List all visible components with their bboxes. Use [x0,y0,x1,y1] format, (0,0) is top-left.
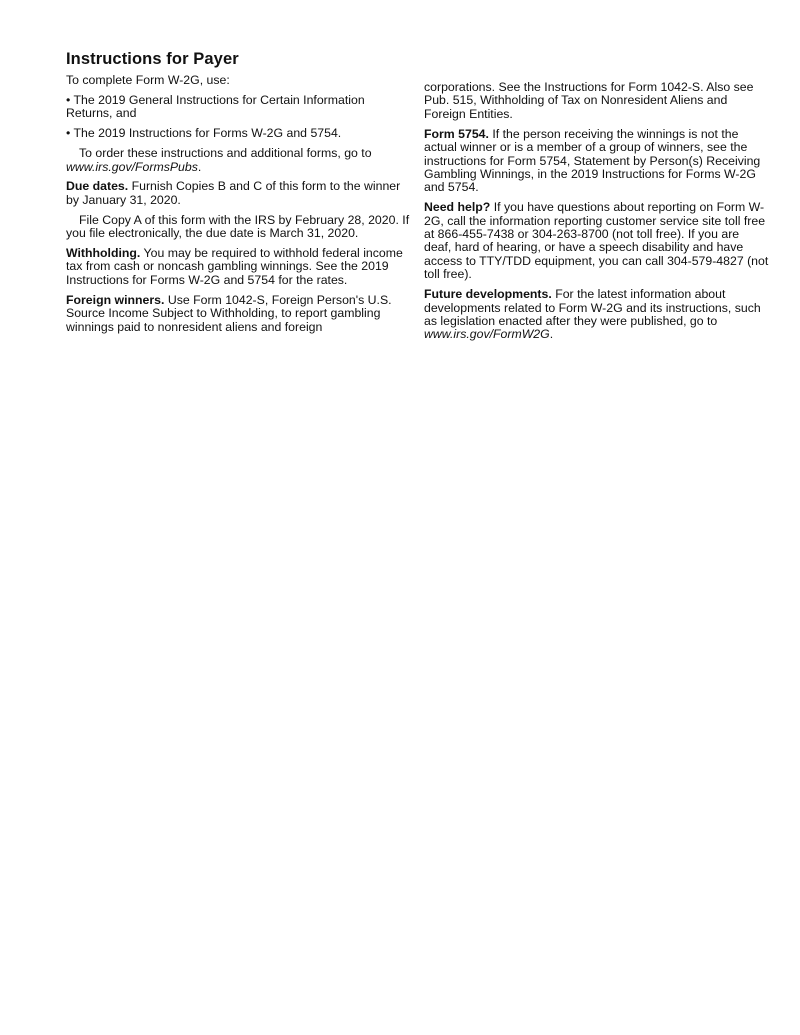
left-column [66,74,411,341]
order-forms-text: To order these instructions and additional forms, go to [79,146,372,161]
page-title: Instructions for Payer [66,50,239,68]
due-dates-heading: Due dates. [66,179,129,194]
form-5754-heading: Form 5754. [424,126,489,141]
foreign-winners-paragraph [66,294,411,334]
intro-text: To complete Form W-2G, use: [66,73,230,87]
bullet-item [66,94,411,121]
foreign-winners-continued: corporations. See the Instructions for Form 1042-S. Also see Pub. 515, Withholding of Tax on Nonresident Aliens and Foreign Entities. [424,80,754,121]
right-column [424,81,769,348]
bullet-icon: • [66,92,71,107]
need-help-heading: Need help? [424,200,491,215]
future-developments-text: For the latest information about developments related to Form W-2G and its instructions, such as legislation enacted after they were published, go to [424,287,761,328]
order-forms-paragraph [66,147,411,174]
withholding-paragraph [66,247,411,287]
foreign-winners-text: Use Form 1042-S, Foreign Person's U.S. Source Income Subject to Withholding, to report gambling winnings paid to nonresident aliens and foreign [66,292,392,334]
due-dates-paragraph [66,180,411,207]
punctuation: . [197,159,202,174]
form-5754-paragraph [424,128,769,195]
file-copy-a-paragraph: File Copy A of this form with the IRS by February 28, 2020. If you file electronically, the due date is March 31, 2020. [66,212,410,241]
foreign-winners-heading: Foreign winners. [66,292,165,307]
form-w2g-link[interactable]: www.irs.gov/FormW2G [424,327,550,342]
bullet-text: The 2019 General Instructions for Certain Information Returns, and [66,92,365,121]
due-dates-text: Furnish Copies B and C of this form to the winner by January 31, 2020. [66,179,401,207]
form-5754-text: If the person receiving the winnings is not the actual winner or is a member of a group of winners, see the instructions for Form 5754, Statement by Person(s) Receiving Gambling Winnings, in the 2019 Instructions for Forms W-2G and 5754. [424,126,761,195]
withholding-heading: Withholding. [66,246,141,261]
need-help-paragraph [424,201,769,281]
punctuation: . [549,327,554,342]
future-developments-heading: Future developments. [424,287,552,302]
need-help-text: If you have questions about reporting on Form W-2G, call the information reporting customer service site toll free at 866-455-7438 or 304-263-8700 (not toll free). If you are deaf, hard of hearing, or have a speech disability and have access to TTY/TDD equipment, you can call 304-579-4827 (not toll free). [424,200,769,282]
bullet-item [66,127,411,140]
future-developments-paragraph [424,288,769,342]
withholding-text: You may be required to withhold federal income tax from cash or noncash gambling winnings. See the 2019 Instructions for Forms W-2G and 5754 for the rates. [66,246,403,287]
forms-pubs-link[interactable]: www.irs.gov/FormsPubs [66,159,198,174]
bullet-text: The 2019 Instructions for Forms W-2G and 5754. [73,126,342,141]
bullet-icon: • [66,126,71,141]
